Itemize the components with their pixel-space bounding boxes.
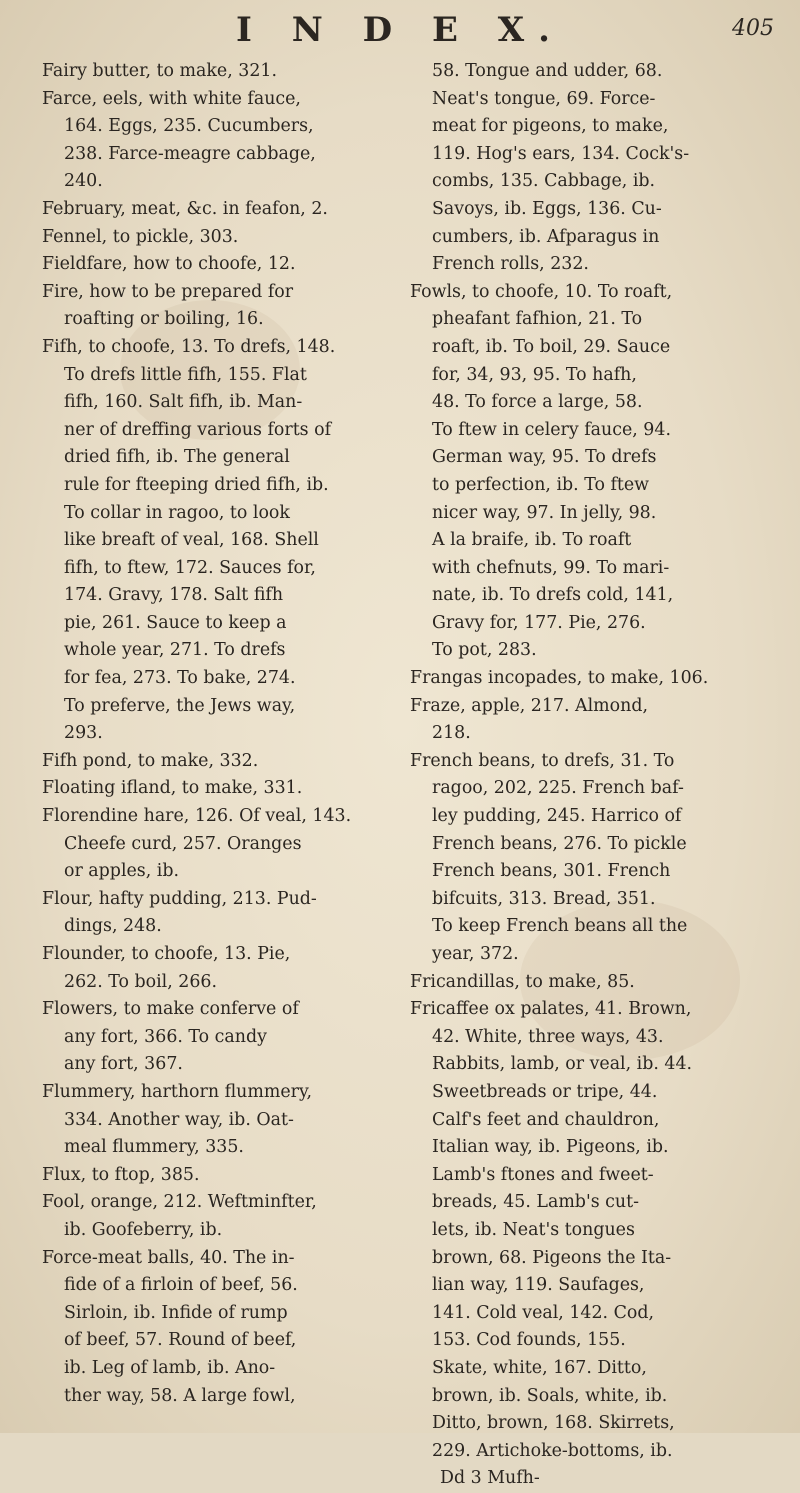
index-line: 240. bbox=[64, 171, 103, 192]
index-line: 42. White, three ways, 43. bbox=[432, 1026, 664, 1047]
running-title: I N D E X. bbox=[236, 10, 564, 50]
index-line: To ftew in celery fauce, 94. bbox=[432, 419, 671, 440]
index-line: 141. Cold veal, 142. Cod, bbox=[432, 1302, 655, 1323]
index-line: 119. Hog's ears, 134. Cock's- bbox=[432, 143, 690, 164]
index-line: Fifh, to choofe, 13. To drefs, 148. bbox=[42, 336, 336, 357]
index-line: 174. Gravy, 178. Salt fifh bbox=[64, 585, 284, 606]
index-line: Frangas incopades, to make, 106. bbox=[410, 668, 709, 689]
index-line: Force-meat balls, 40. The in- bbox=[42, 1247, 295, 1268]
index-line: Flux, to ftop, 385. bbox=[42, 1164, 200, 1185]
index-line: Fraze, apple, 217. Almond, bbox=[410, 695, 648, 716]
index-line: ner of dreffing various forts of bbox=[64, 419, 332, 440]
index-line: lets, ib. Neat's tongues bbox=[432, 1219, 635, 1240]
index-line: ib. Leg of lamb, ib. Ano- bbox=[64, 1357, 276, 1378]
page-number: 405 bbox=[732, 16, 774, 41]
index-line: brown, ib. Soals, white, ib. bbox=[432, 1385, 668, 1406]
index-line: Fieldfare, how to choofe, 12. bbox=[42, 254, 296, 275]
index-line: with chefnuts, 99. To mari- bbox=[432, 557, 670, 578]
index-line: Fifh pond, to make, 332. bbox=[42, 750, 259, 771]
index-line: breads, 45. Lamb's cut- bbox=[432, 1192, 639, 1213]
index-line: French beans, to drefs, 31. To bbox=[410, 750, 675, 771]
index-line: To drefs little fifh, 155. Flat bbox=[64, 364, 307, 385]
index-line: any fort, 367. bbox=[64, 1054, 183, 1075]
index-line: Neat's tongue, 69. Force- bbox=[432, 88, 656, 109]
index-line: To keep French beans all the bbox=[432, 916, 688, 937]
index-line: bifcuits, 313. Bread, 351. bbox=[432, 888, 656, 909]
index-line: 58. Tongue and udder, 68. bbox=[432, 61, 663, 81]
index-line: Floating ifland, to make, 331. bbox=[42, 778, 303, 799]
index-line: Dd 3 Mufh- bbox=[440, 1468, 540, 1489]
index-line: Fool, orange, 212. Weftminfter, bbox=[42, 1192, 317, 1213]
index-line: ib. Goofeberry, ib. bbox=[64, 1219, 223, 1240]
index-line: nicer way, 97. In jelly, 98. bbox=[432, 502, 657, 523]
index-line: Sirloin, ib. Infide of rump bbox=[64, 1302, 288, 1323]
index-line: roaft, ib. To boil, 29. Sauce bbox=[432, 336, 671, 357]
index-line: 229. Artichoke-bottoms, ib. bbox=[432, 1440, 673, 1461]
index-line: Fricaffee ox palates, 41. Brown, bbox=[410, 999, 692, 1020]
index-line: Fennel, to pickle, 303. bbox=[42, 226, 239, 247]
index-line: or apples, ib. bbox=[64, 861, 180, 882]
index-line: 238. Farce-meagre cabbage, bbox=[64, 143, 316, 164]
index-line: any fort, 366. To candy bbox=[64, 1026, 267, 1047]
index-line: Sweetbreads or tripe, 44. bbox=[432, 1081, 658, 1102]
page-header bbox=[0, 6, 800, 50]
index-line: ragoo, 202, 225. French baf- bbox=[432, 778, 684, 799]
index-line: 48. To force a large, 58. bbox=[432, 392, 643, 413]
index-line: Cheefe curd, 257. Oranges bbox=[64, 833, 302, 854]
index-line: combs, 135. Cabbage, ib. bbox=[432, 171, 656, 192]
index-line: Flour, hafty pudding, 213. Pud- bbox=[42, 888, 317, 909]
index-line: fide of a firloin of beef, 56. bbox=[64, 1275, 298, 1296]
index-line: To pot, 283. bbox=[432, 640, 537, 661]
index-line: fifh, to ftew, 172. Sauces for, bbox=[64, 557, 316, 578]
index-line: fifh, 160. Salt fifh, ib. Man- bbox=[64, 392, 303, 413]
index-line: dried fifh, ib. The general bbox=[64, 447, 290, 468]
index-line: cumbers, ib. Afparagus in bbox=[432, 226, 660, 247]
index-line: Fowls, to choofe, 10. To roaft, bbox=[410, 281, 673, 302]
index-line: Fairy butter, to make, 321. bbox=[42, 61, 277, 81]
index-line: rule for fteeping dried fifh, ib. bbox=[64, 474, 329, 495]
index-column-right bbox=[410, 58, 780, 1489]
index-line: lian way, 119. Saufages, bbox=[432, 1275, 645, 1296]
index-line: Savoys, ib. Eggs, 136. Cu- bbox=[432, 198, 662, 219]
index-line: Fricandillas, to make, 85. bbox=[410, 971, 635, 992]
index-line: Ditto, brown, 168. Skirrets, bbox=[432, 1413, 675, 1434]
index-line: dings, 248. bbox=[64, 916, 162, 937]
index-line: year, 372. bbox=[432, 944, 519, 964]
index-line: to perfection, ib. To ftew bbox=[432, 474, 650, 495]
index-line: A la braife, ib. To roaft bbox=[432, 530, 632, 551]
index-line: pheafant fafhion, 21. To bbox=[432, 309, 643, 330]
index-line: Skate, white, 167. Ditto, bbox=[432, 1357, 647, 1378]
index-line: of beef, 57. Round of beef, bbox=[64, 1330, 297, 1351]
index-line: Flowers, to make conferve of bbox=[42, 999, 299, 1020]
index-line: Flounder, to choofe, 13. Pie, bbox=[42, 944, 291, 964]
index-line: Flummery, harthorn flummery, bbox=[42, 1081, 312, 1102]
index-line: 164. Eggs, 235. Cucumbers, bbox=[64, 116, 314, 137]
index-line: 262. To boil, 266. bbox=[64, 971, 217, 992]
index-line: Italian way, ib. Pigeons, ib. bbox=[432, 1137, 669, 1158]
index-line: Rabbits, lamb, or veal, ib. 44. bbox=[432, 1054, 693, 1075]
index-line: Fire, how to be prepared for bbox=[42, 281, 294, 302]
index-line: like breaft of veal, 168. Shell bbox=[64, 530, 319, 551]
index-line: ley pudding, 245. Harrico of bbox=[432, 806, 682, 827]
index-line: for, 34, 93, 95. To hafh, bbox=[432, 364, 637, 385]
index-line: To preferve, the Jews way, bbox=[64, 695, 296, 716]
index-line: pie, 261. Sauce to keep a bbox=[64, 612, 287, 633]
index-line: French rolls, 232. bbox=[432, 254, 589, 275]
index-column-left bbox=[42, 58, 394, 1418]
index-line: To collar in ragoo, to look bbox=[64, 502, 290, 523]
index-line: whole year, 271. To drefs bbox=[64, 640, 286, 661]
index-line: 334. Another way, ib. Oat- bbox=[64, 1109, 294, 1130]
index-line: for fea, 273. To bake, 274. bbox=[64, 668, 296, 689]
index-line: Farce, eels, with white fauce, bbox=[42, 88, 301, 109]
index-line: French beans, 276. To pickle bbox=[432, 833, 687, 854]
index-line: Lamb's ftones and fweet- bbox=[432, 1164, 654, 1185]
index-line: brown, 68. Pigeons the Ita- bbox=[432, 1247, 672, 1268]
index-line: roafting or boiling, 16. bbox=[64, 309, 264, 330]
index-line: meal flummery, 335. bbox=[64, 1137, 244, 1158]
index-line: February, meat, &c. in feafon, 2. bbox=[42, 198, 328, 219]
index-line: 293. bbox=[64, 723, 103, 744]
index-line: meat for pigeons, to make, bbox=[432, 116, 669, 137]
index-line: French beans, 301. French bbox=[432, 861, 671, 882]
index-line: nate, ib. To drefs cold, 141, bbox=[432, 585, 674, 606]
index-line: ther way, 58. A large fowl, bbox=[64, 1385, 296, 1406]
index-line: 218. bbox=[432, 723, 471, 744]
index-line: Florendine hare, 126. Of veal, 143. bbox=[42, 806, 352, 827]
index-line: Calf's feet and chauldron, bbox=[432, 1109, 660, 1130]
index-line: 153. Cod founds, 155. bbox=[432, 1330, 626, 1351]
index-line: Gravy for, 177. Pie, 276. bbox=[432, 612, 646, 633]
index-line: German way, 95. To drefs bbox=[432, 447, 657, 468]
